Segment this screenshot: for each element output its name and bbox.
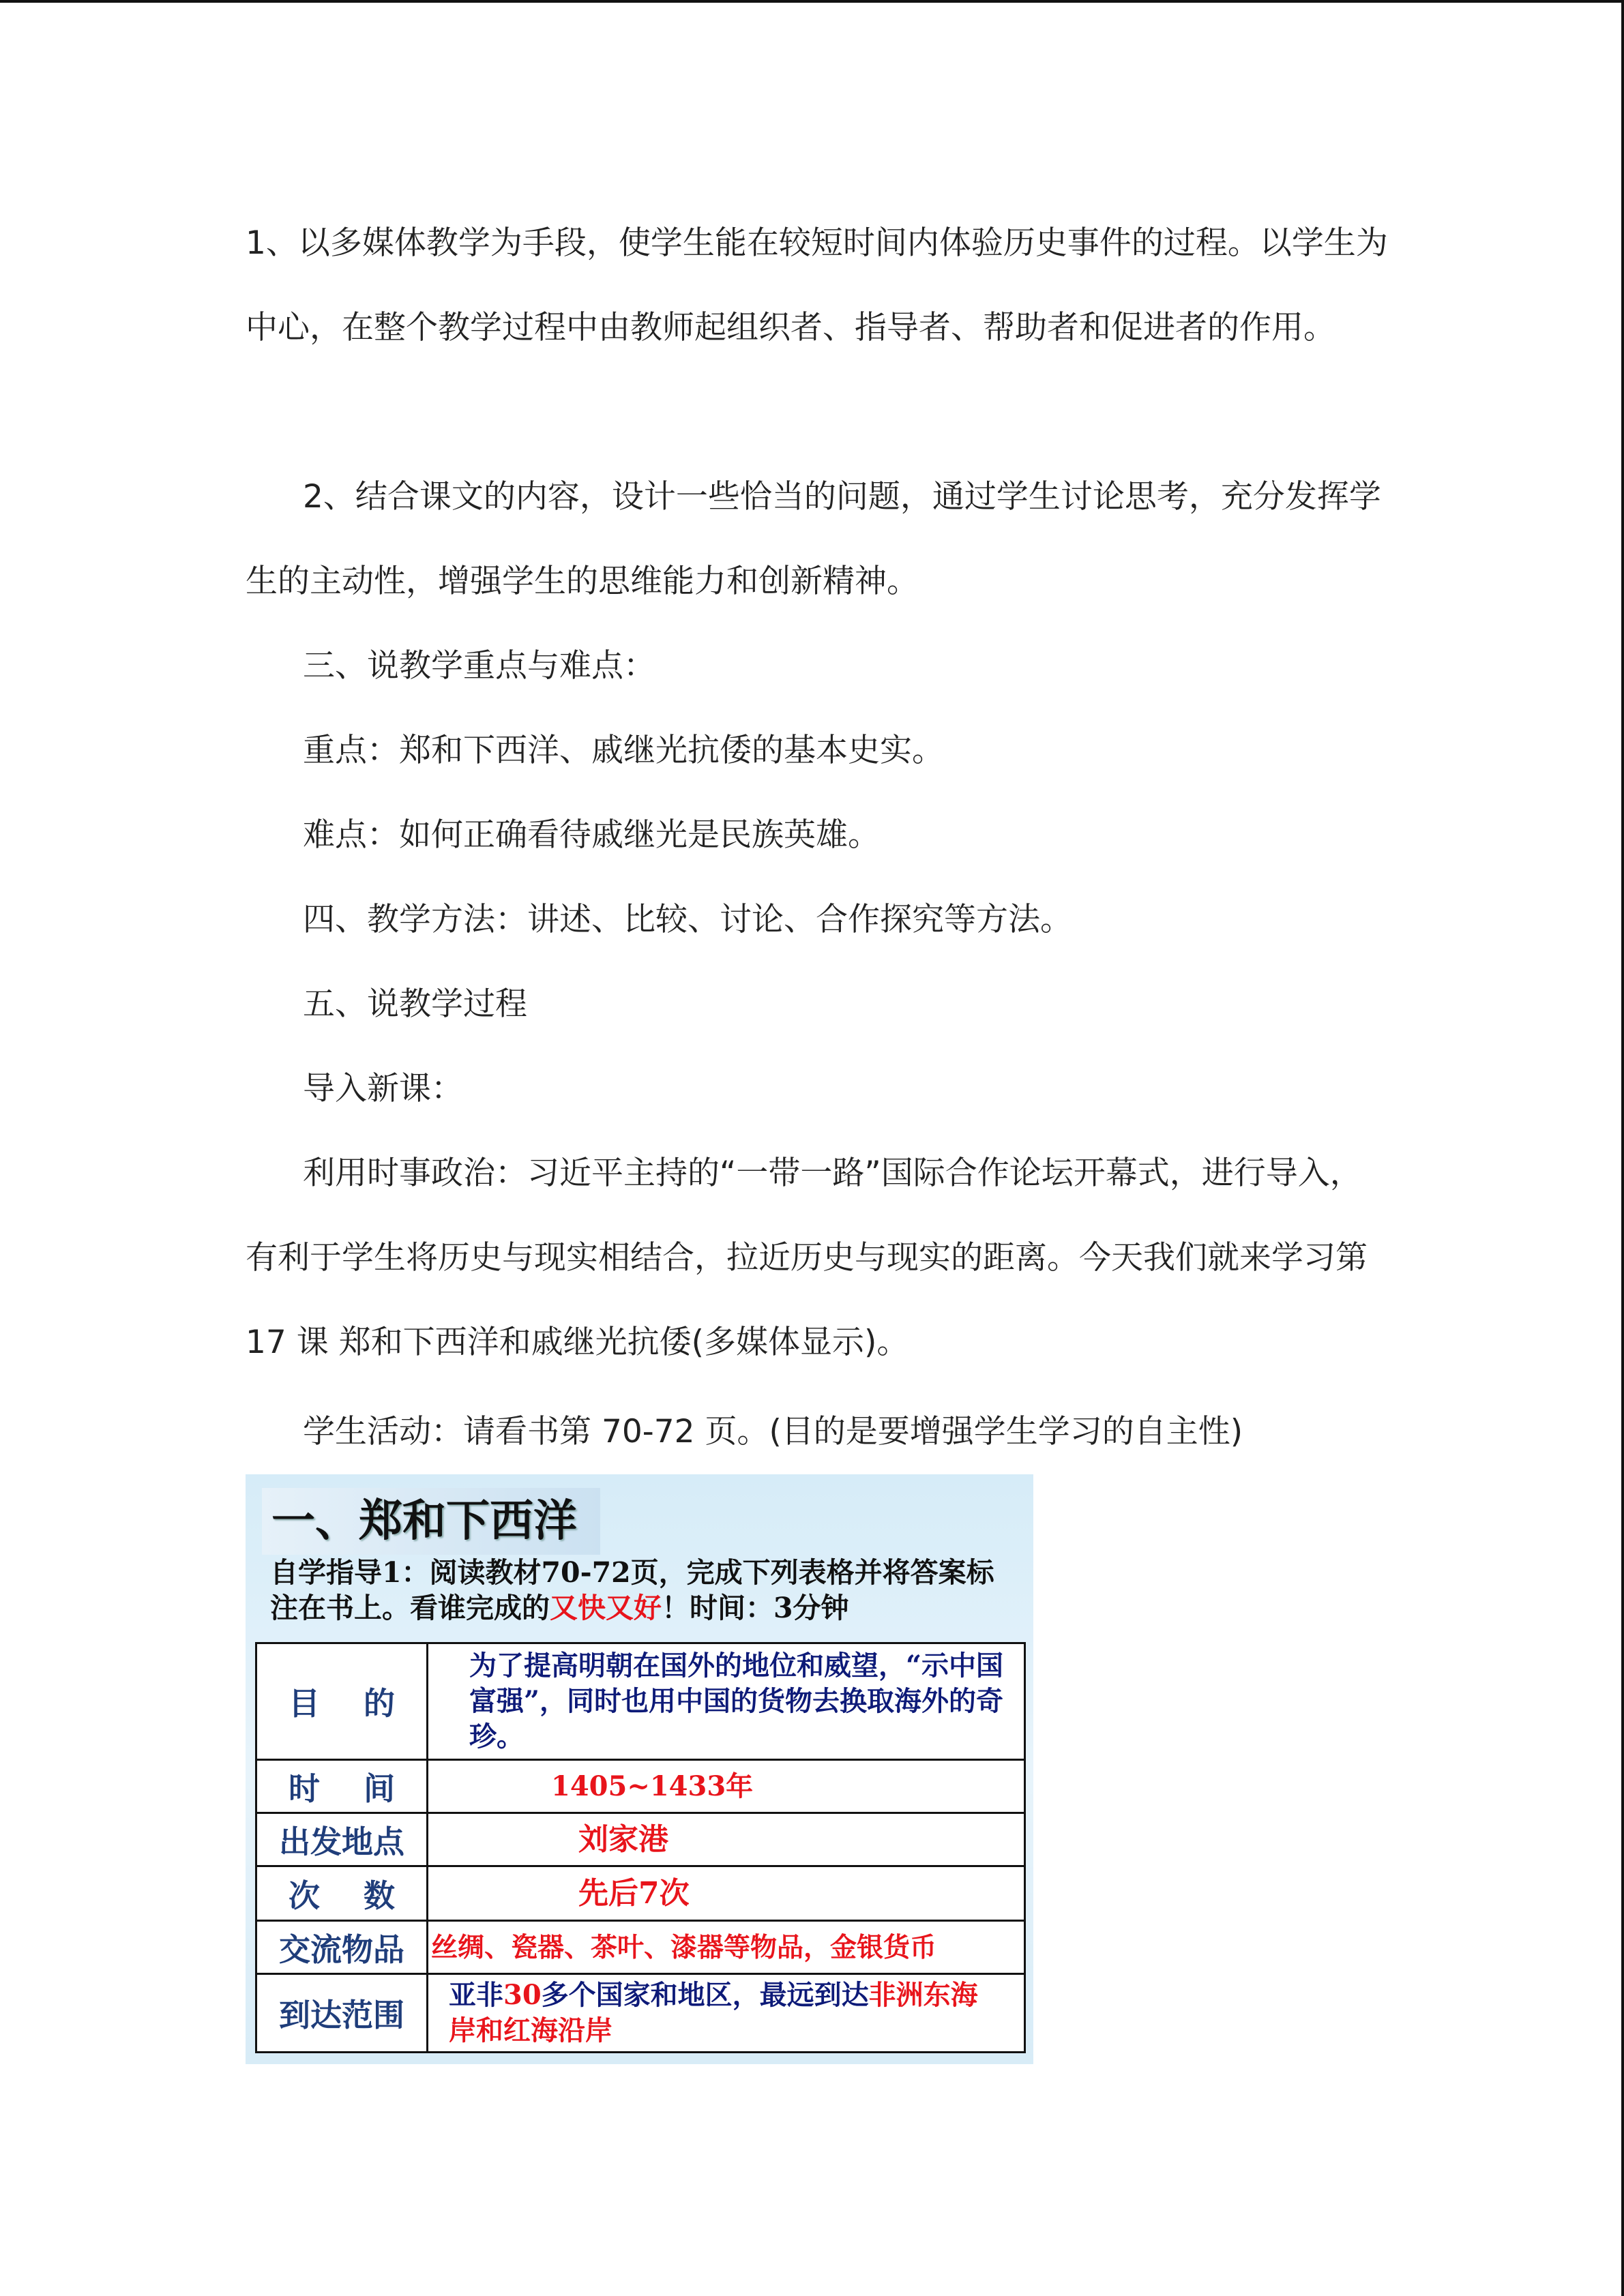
paragraph-teaching-methods: 四、教学方法：讲述、比较、讨论、合作探究等方法。 — [303, 901, 1072, 938]
paragraph-method-2: 2、结合课文的内容，设计一些恰当的问题，通过学生讨论思考，充分发挥学生的主动性，增强学生的思维能力和创新精神。 — [246, 478, 1381, 600]
table-row-departure — [256, 1813, 1025, 1866]
paragraph-method-1: 1、以多媒体教学为手段，使学生能在较短时间内体验历史事件的过程。以学生为中心，在整个教学过程中由教师起组织者、指导者、帮助者和促进者的作用。 — [246, 224, 1388, 346]
guide-suffix: ！时间：3分钟 — [662, 1592, 849, 1624]
table-row-goods — [256, 1921, 1025, 1974]
row-label: 目 的 — [256, 1643, 428, 1760]
reach-part-4: 非洲东海岸和红海沿岸 — [449, 1979, 978, 2046]
row-value: 先后7次 — [428, 1866, 1025, 1921]
paragraph-intro-detail: 利用时事政治：习近平主持的“一带一路”国际合作论坛开幕式，进行导入，有利于学生将历史与现实相结合，拉近历史与现实的距离。今天我们就来学习第 17 课 郑和下西洋和戚继光抗倭(多媒体显示)。 — [246, 1154, 1368, 1361]
page-right-border — [1621, 0, 1624, 2296]
reach-part-1: 亚非 — [449, 1979, 503, 2011]
slide-title: 一、郑和下西洋 — [262, 1488, 600, 1555]
heading-key-points: 三、说教学重点与难点： — [303, 647, 655, 685]
row-label: 到达范围 — [256, 1974, 428, 2053]
row-label: 时 间 — [256, 1760, 428, 1813]
slide-image-zheng-he — [246, 1474, 1033, 2064]
reach-part-3: 多个国家和地区，最远到达 — [541, 1979, 869, 2011]
paragraph-difficulty: 难点：如何正确看待戚继光是民族英雄。 — [303, 816, 880, 854]
row-value: 1405~1433年 — [428, 1760, 1025, 1813]
row-label: 次 数 — [256, 1866, 428, 1921]
row-value: 为了提高明朝在国外的地位和威望，“示中国富强”，同时也用中国的货物去换取海外的奇珍。 — [428, 1643, 1025, 1760]
row-label: 出发地点 — [256, 1813, 428, 1866]
paragraph-key-point: 重点：郑和下西洋、戚继光抗倭的基本史实。 — [303, 732, 944, 769]
heading-teaching-process: 五、说教学过程 — [303, 985, 527, 1023]
table-row-count — [256, 1866, 1025, 1921]
guide-highlight: 又快又好 — [550, 1592, 662, 1624]
zheng-he-info-table — [255, 1642, 1026, 2053]
paragraph-student-activity: 学生活动：请看书第 70-72 页。(目的是要增强学生学习的自主性) — [303, 1413, 1243, 1450]
row-value: 丝绸、瓷器、茶叶、漆器等物品，金银货币 — [428, 1921, 1025, 1974]
row-value — [428, 1974, 1025, 2053]
table-row-reach — [256, 1974, 1025, 2053]
reach-part-2: 30 — [503, 1979, 542, 2011]
row-value: 刘家港 — [428, 1813, 1025, 1866]
table-row-time — [256, 1760, 1025, 1813]
guide-prefix: 自学指导1：阅读教材70-72页，完成下列表格并将答案标注在书上。看谁完成的 — [270, 1556, 994, 1624]
heading-intro: 导入新课： — [303, 1070, 463, 1107]
table-row-purpose — [256, 1643, 1025, 1760]
page-top-border — [0, 0, 1624, 3]
slide-self-study-guide — [270, 1555, 1020, 1626]
row-label: 交流物品 — [256, 1921, 428, 1974]
